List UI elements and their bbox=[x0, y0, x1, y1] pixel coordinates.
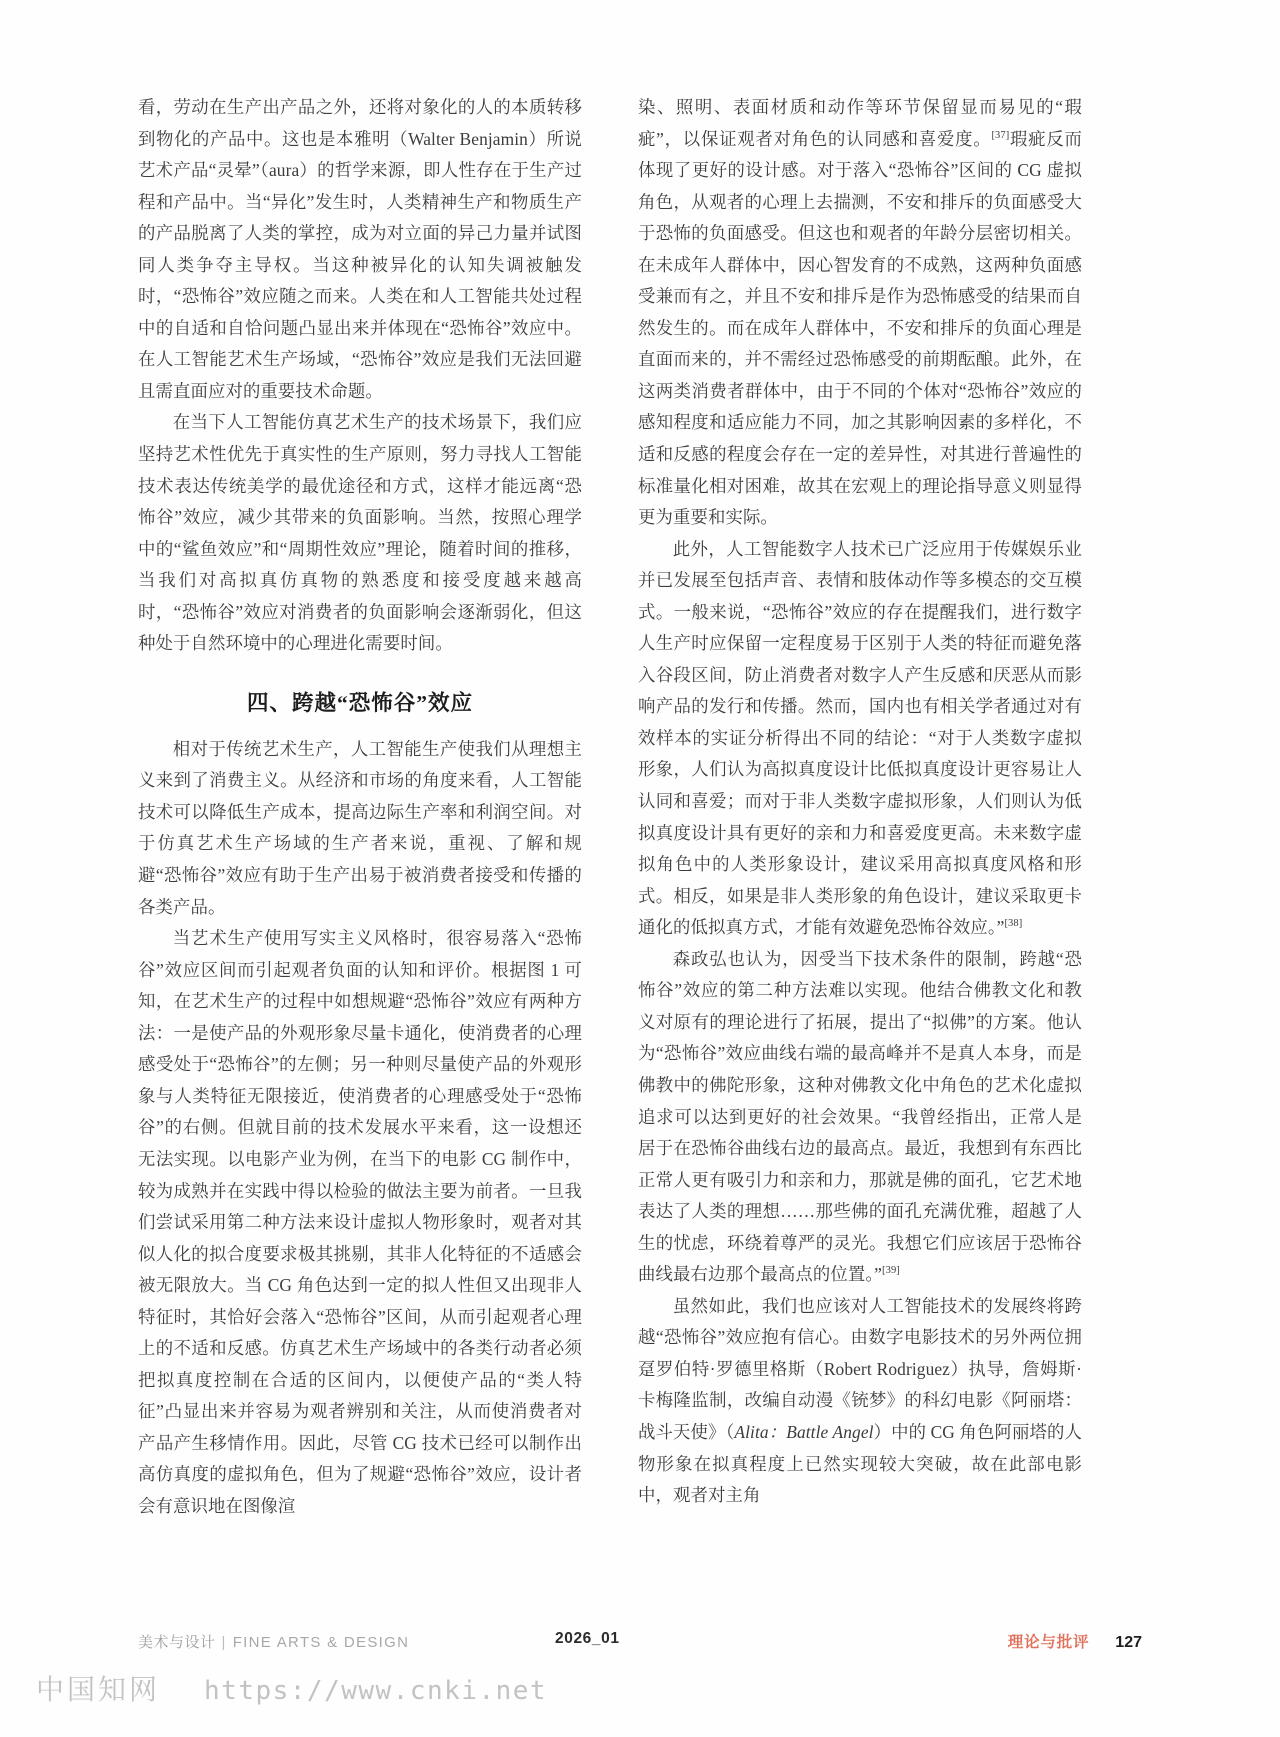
page-footer bbox=[138, 1628, 1142, 1658]
paragraph-right-1-text-a: 染、照明、表面材质和动作等环节保留显而易见的“瑕疵”，以保证观者对角色的认同感和喜爱度。 bbox=[638, 97, 1082, 149]
footer-right-group bbox=[1008, 1630, 1142, 1652]
paragraph-left-4: 当艺术生产使用写实主义风格时，很容易落入“恐怖谷”效应区间而引起观者负面的认知和评价。根据图 1 可知，在艺术生产的过程中如想规避“恐怖谷”效应有两种方法：一是使产品的外观形象尽量卡通化，使消费者的心理感受处于“恐怖谷”的左侧；另一种则尽量使产品的外观形象与人类特征无限接近，使消费者的心理感受处于“恐怖谷”的右侧。但就目前的技术发展水平来看，这一设想还无法实现。以电影产业为例，在当下的电影 CG 制作中，较为成熟并在实践中得以检验的做法主要为前者。一旦我们尝试采用第二种方法来设计虚拟人物形象时，观者对其似人化的拟合度要求极其挑剔，其非人化特征的不适感会被无限放大。当 CG 角色达到一定的拟人性但又出现非人特征时，其恰好会落入“恐怖谷”区间，从而引起观者心理上的不适和反感。仿真艺术生产场域中的各类行动者必须把拟真度控制在合适的区间内，以便使产品的“类人特征”凸显出来并容易为观者辨别和关注，从而使消费者对产品产生移情作用。因此，尽管 CG 技术已经可以制作出高仿真度的虚拟角色，但为了规避“恐怖谷”效应，设计者会有意识地在图像渲 bbox=[138, 928, 582, 1516]
paragraph-right-4 bbox=[638, 1291, 1082, 1512]
two-column-body bbox=[138, 92, 1142, 1516]
footer-journal-name-en: FINE ARTS & DESIGN bbox=[232, 1634, 410, 1651]
paragraph-right-3-text-a: 森政弘也认为，因受当下技术条件的限制，跨越“恐怖谷”效应的第二种方法难以实现。他结合佛教文化和教义对原有的理论进行了拓展，提出了“拟佛”的方案。他认为“恐怖谷”效应曲线右端的最高峰并不是真人本身，而是佛教中的佛陀形象，这种对佛教文化中角色的艺术化虚拟追求可以达到更好的社会效果。“我曾经指出，正常人是居于在恐怖谷曲线右边的最高点。最近，我想到有东西比正常人更有吸引力和亲和力，那就是佛的面孔，它艺术地表达了人类的理想……那些佛的面孔充满优雅，超越了人生的忧虑，环绕着尊严的灵光。我想它们应该居于恐怖谷曲线最右边那个最高点的位置。” bbox=[638, 948, 1082, 1285]
footer-journal-name-cn: 美术与设计 bbox=[138, 1634, 216, 1651]
reference-marker-38: [38] bbox=[1004, 918, 1023, 930]
paragraph-right-2 bbox=[638, 534, 1082, 944]
paragraph-left-2: 在当下人工智能仿真艺术生产的技术场景下，我们应坚持艺术性优先于真实性的生产原则，努力寻找人工智能技术表达传统美学的最优途径和方式，这样才能远离“恐怖谷”效应，减少其带来的负面影响。当然，按照心理学中的“鲨鱼效应”和“周期性效应”理论，随着时间的推移，当我们对高拟真仿真物的熟悉度和接受度越来越高时，“恐怖谷”效应对消费者的负面影响会逐渐弱化，但这种处于自然环境中的心理进化需要时间。 bbox=[138, 412, 582, 654]
paragraph-right-2-text-a: 此外，人工智能数字人技术已广泛应用于传媒娱乐业并已发展至包括声音、表情和肢体动作等多模态的交互模式。一般来说，“恐怖谷”效应的存在提醒我们，进行数字人生产时应保留一定程度易于区别于人类的特征而避免落入谷段区间，防止消费者对数字人产生反感和厌恶从而影响产品的发行和传播。然而，国内也有相关学者通过对有效样本的实证分析得出不同的结论：“对于人类数字虚拟形象，人们认为高拟真度设计比低拟真度设计更容易让人认同和喜爱；而对于非人类数字虚拟形象，人们则认为低拟真度设计具有更好的亲和力和喜爱度更高。未来数字虚拟角色中的人类形象设计，建议采用高拟真度风格和形式。相反，如果是非人类形象的角色设计，建议采取更卡通化的低拟真方式，才能有效避免恐怖谷效应。” bbox=[638, 538, 1082, 938]
section-heading: 四、跨越“恐怖谷”效应 bbox=[246, 690, 473, 715]
footer-category: 理论与批评 bbox=[1007, 1634, 1090, 1651]
watermark-name: 中国知网 bbox=[36, 1675, 161, 1706]
cnki-watermark bbox=[36, 1668, 547, 1708]
right-column bbox=[638, 92, 1082, 1506]
paragraph-left-3: 相对于传统艺术生产，人工智能生产使我们从理想主义来到了消费主义。从经济和市场的角度来看，人工智能技术可以降低生产成本，提高边际生产率和利润空间。对于仿真艺术生产场域的生产者来说，重视、了解和规避“恐怖谷”效应有助于生产出易于被消费者接受和传播的各类产品。 bbox=[138, 738, 582, 917]
footer-page-number: 127 bbox=[1115, 1634, 1142, 1651]
footer-separator: | bbox=[221, 1634, 227, 1651]
watermark-url: https://www.cnki.net bbox=[204, 1676, 548, 1706]
paragraph-right-1 bbox=[638, 92, 1082, 534]
paragraph-right-1-text-b: 瑕疵反而体现了更好的设计感。对于落入“恐怖谷”区间的 CG 虚拟角色，从观者的心理上去揣测，不安和排斥的负面感受大于恐怖的负面感受。但这也和观者的年龄分层密切相关。在未成年人群体中，因心智发育的不成熟，这两种负面感受兼而有之，并且不安和排斥是作为恐怖感受的结果而自然发生的。而在成年人群体中，不安和排斥的负面心理是直面而来的，并不需经过恐怖感受的前期酝酿。此外，在这两类消费者群体中，由于不同的个体对“恐怖谷”效应的感知程度和适应能力不同，加之其影响因素的多样化，不适和反感的程度会存在一定的差异性，对其进行普遍性的标准量化相对困难，故其在宏观上的理论指导意义则显得更为重要和实际。 bbox=[638, 128, 1082, 528]
reference-marker-39: [39] bbox=[882, 1265, 900, 1277]
film-title-italic: Alita：Battle Angel bbox=[734, 1421, 874, 1442]
footer-issue: 2026_01 bbox=[555, 1630, 620, 1647]
footer-journal-name bbox=[138, 1631, 409, 1652]
reference-marker-37: [37] bbox=[991, 129, 1010, 141]
paragraph-right-3 bbox=[638, 944, 1082, 1291]
paragraph-right-4-text-b: ）中的 CG 角色阿丽塔的人物形象在拟真程度上已然实现较大突破，故在此部电影中，观者对主角 bbox=[638, 1421, 1082, 1506]
left-column bbox=[138, 92, 582, 1516]
paragraph-left-1: 看，劳动在生产出产品之外，还将对象化的人的本质转移到物化的产品中。这也是本雅明（Walter Benjamin）所说艺术产品“灵晕”（aura）的哲学来源，即人性存在于生产过程和产品中。当“异化”发生时，人类精神生产和物质生产的产品脱离了人类的掌控，成为对立面的异己力量并试图同人类争夺主导权。当这种被异化的认知失调被触发时，“恐怖谷”效应随之而来。人类在和人工智能共处过程中的自适和自恰问题凸显出来并体现在“恐怖谷”效应中。在人工智能艺术生产场域，“恐怖谷”效应是我们无法回避且需直面应对的重要技术命题。 bbox=[138, 97, 582, 401]
paragraph-right-4-text-a: 虽然如此，我们也应该对人工智能技术的发展终将跨越“恐怖谷”效应抱有信心。由数字电影技术的另外两位拥趸罗伯特·罗德里格斯（Robert Rodriguez）执导，詹姆斯·卡梅隆监制，改编自动漫《铳梦》的科幻电影《阿丽塔：战斗天使》（ bbox=[638, 1295, 1082, 1442]
